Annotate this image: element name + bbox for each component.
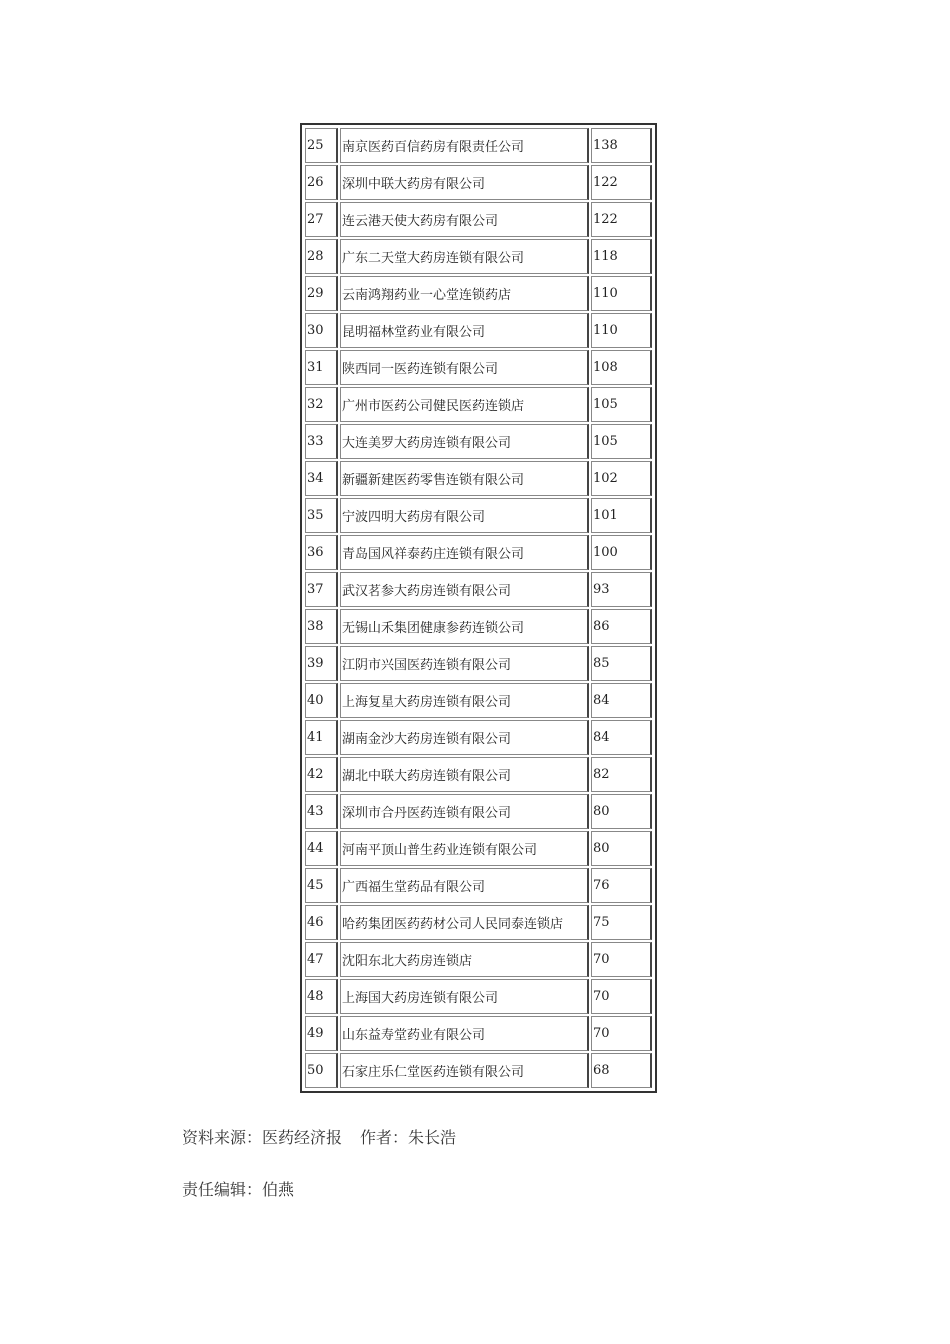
value-cell: 70: [591, 942, 652, 977]
value-cell: 105: [591, 424, 652, 459]
rank-cell: 25: [305, 128, 338, 163]
company-name-cell: 哈药集团医药药材公司人民同泰连锁店: [340, 905, 589, 940]
company-name-cell: 湖北中联大药房连锁有限公司: [340, 757, 589, 792]
company-name-cell: 昆明福林堂药业有限公司: [340, 313, 589, 348]
table-row: [305, 1016, 652, 1051]
company-name-cell: 南京医药百信药房有限责任公司: [340, 128, 589, 163]
company-name-cell: 河南平顶山普生药业连锁有限公司: [340, 831, 589, 866]
table-row: [305, 461, 652, 496]
rank-cell: 49: [305, 1016, 338, 1051]
company-name-cell: 广州市医药公司健民医药连锁店: [340, 387, 589, 422]
table-row: [305, 276, 652, 311]
rank-cell: 35: [305, 498, 338, 533]
author-text: 作者：朱长浩: [360, 1128, 457, 1147]
value-cell: 122: [591, 202, 652, 237]
value-cell: 118: [591, 239, 652, 274]
source-text: 资料来源：医药经济报: [182, 1128, 343, 1147]
company-name-cell: 湖南金沙大药房连锁有限公司: [340, 720, 589, 755]
rank-cell: 27: [305, 202, 338, 237]
rank-cell: 37: [305, 572, 338, 607]
rank-cell: 43: [305, 794, 338, 829]
company-name-cell: 新疆新建医药零售连锁有限公司: [340, 461, 589, 496]
rank-cell: 32: [305, 387, 338, 422]
rank-cell: 34: [305, 461, 338, 496]
company-name-cell: 武汉茗参大药房连锁有限公司: [340, 572, 589, 607]
value-cell: 86: [591, 609, 652, 644]
company-name-cell: 宁波四明大药房有限公司: [340, 498, 589, 533]
rank-cell: 26: [305, 165, 338, 200]
value-cell: 85: [591, 646, 652, 681]
rank-cell: 41: [305, 720, 338, 755]
rank-cell: 31: [305, 350, 338, 385]
company-name-cell: 上海国大药房连锁有限公司: [340, 979, 589, 1014]
company-name-cell: 陕西同一医药连锁有限公司: [340, 350, 589, 385]
table-row: [305, 239, 652, 274]
table-row: [305, 572, 652, 607]
value-cell: 84: [591, 683, 652, 718]
rank-cell: 45: [305, 868, 338, 903]
rank-cell: 50: [305, 1053, 338, 1088]
value-cell: 80: [591, 794, 652, 829]
table-row: [305, 720, 652, 755]
table-row: [305, 794, 652, 829]
company-name-cell: 上海复星大药房连锁有限公司: [340, 683, 589, 718]
value-cell: 138: [591, 128, 652, 163]
value-cell: 102: [591, 461, 652, 496]
rank-cell: 42: [305, 757, 338, 792]
table-row: [305, 942, 652, 977]
company-name-cell: 深圳中联大药房有限公司: [340, 165, 589, 200]
rank-cell: 48: [305, 979, 338, 1014]
company-name-cell: 广东二天堂大药房连锁有限公司: [340, 239, 589, 274]
table-row: [305, 683, 652, 718]
company-name-cell: 大连美罗大药房连锁有限公司: [340, 424, 589, 459]
value-cell: 101: [591, 498, 652, 533]
rank-cell: 40: [305, 683, 338, 718]
value-cell: 110: [591, 276, 652, 311]
table-row: [305, 313, 652, 348]
value-cell: 70: [591, 979, 652, 1014]
table-row: [305, 609, 652, 644]
table-row: [305, 202, 652, 237]
value-cell: 110: [591, 313, 652, 348]
editor-text: 责任编辑：伯燕: [182, 1180, 295, 1199]
value-cell: 80: [591, 831, 652, 866]
table-row: [305, 646, 652, 681]
rank-cell: 28: [305, 239, 338, 274]
value-cell: 93: [591, 572, 652, 607]
table-row: [305, 831, 652, 866]
company-name-cell: 青岛国风祥泰药庄连锁有限公司: [340, 535, 589, 570]
rank-cell: 46: [305, 905, 338, 940]
table-row: [305, 350, 652, 385]
table-row: [305, 905, 652, 940]
company-name-cell: 连云港天使大药房有限公司: [340, 202, 589, 237]
value-cell: 108: [591, 350, 652, 385]
company-name-cell: 沈阳东北大药房连锁店: [340, 942, 589, 977]
value-cell: 84: [591, 720, 652, 755]
company-name-cell: 江阴市兴国医药连锁有限公司: [340, 646, 589, 681]
value-cell: 100: [591, 535, 652, 570]
rank-cell: 33: [305, 424, 338, 459]
editor-line: [182, 1177, 294, 1200]
rank-cell: 38: [305, 609, 338, 644]
company-name-cell: 无锡山禾集团健康参药连锁公司: [340, 609, 589, 644]
ranking-table-frame: [300, 123, 657, 1093]
company-name-cell: 广西福生堂药品有限公司: [340, 868, 589, 903]
table-row: [305, 128, 652, 163]
table-row: [305, 979, 652, 1014]
value-cell: 68: [591, 1053, 652, 1088]
company-name-cell: 山东益寿堂药业有限公司: [340, 1016, 589, 1051]
rank-cell: 44: [305, 831, 338, 866]
value-cell: 82: [591, 757, 652, 792]
value-cell: 122: [591, 165, 652, 200]
table-row: [305, 868, 652, 903]
rank-cell: 29: [305, 276, 338, 311]
company-name-cell: 深圳市合丹医药连锁有限公司: [340, 794, 589, 829]
rank-cell: 36: [305, 535, 338, 570]
ranking-table-body: [305, 128, 652, 1088]
value-cell: 75: [591, 905, 652, 940]
table-row: [305, 535, 652, 570]
rank-cell: 30: [305, 313, 338, 348]
source-line: [182, 1125, 456, 1148]
table-row: [305, 498, 652, 533]
rank-cell: 39: [305, 646, 338, 681]
table-row: [305, 387, 652, 422]
table-row: [305, 165, 652, 200]
table-row: [305, 1053, 652, 1088]
company-name-cell: 云南鸿翔药业一心堂连锁药店: [340, 276, 589, 311]
rank-cell: 47: [305, 942, 338, 977]
value-cell: 76: [591, 868, 652, 903]
value-cell: 105: [591, 387, 652, 422]
table-row: [305, 424, 652, 459]
table-row: [305, 757, 652, 792]
ranking-table: [303, 126, 654, 1090]
value-cell: 70: [591, 1016, 652, 1051]
company-name-cell: 石家庄乐仁堂医药连锁有限公司: [340, 1053, 589, 1088]
